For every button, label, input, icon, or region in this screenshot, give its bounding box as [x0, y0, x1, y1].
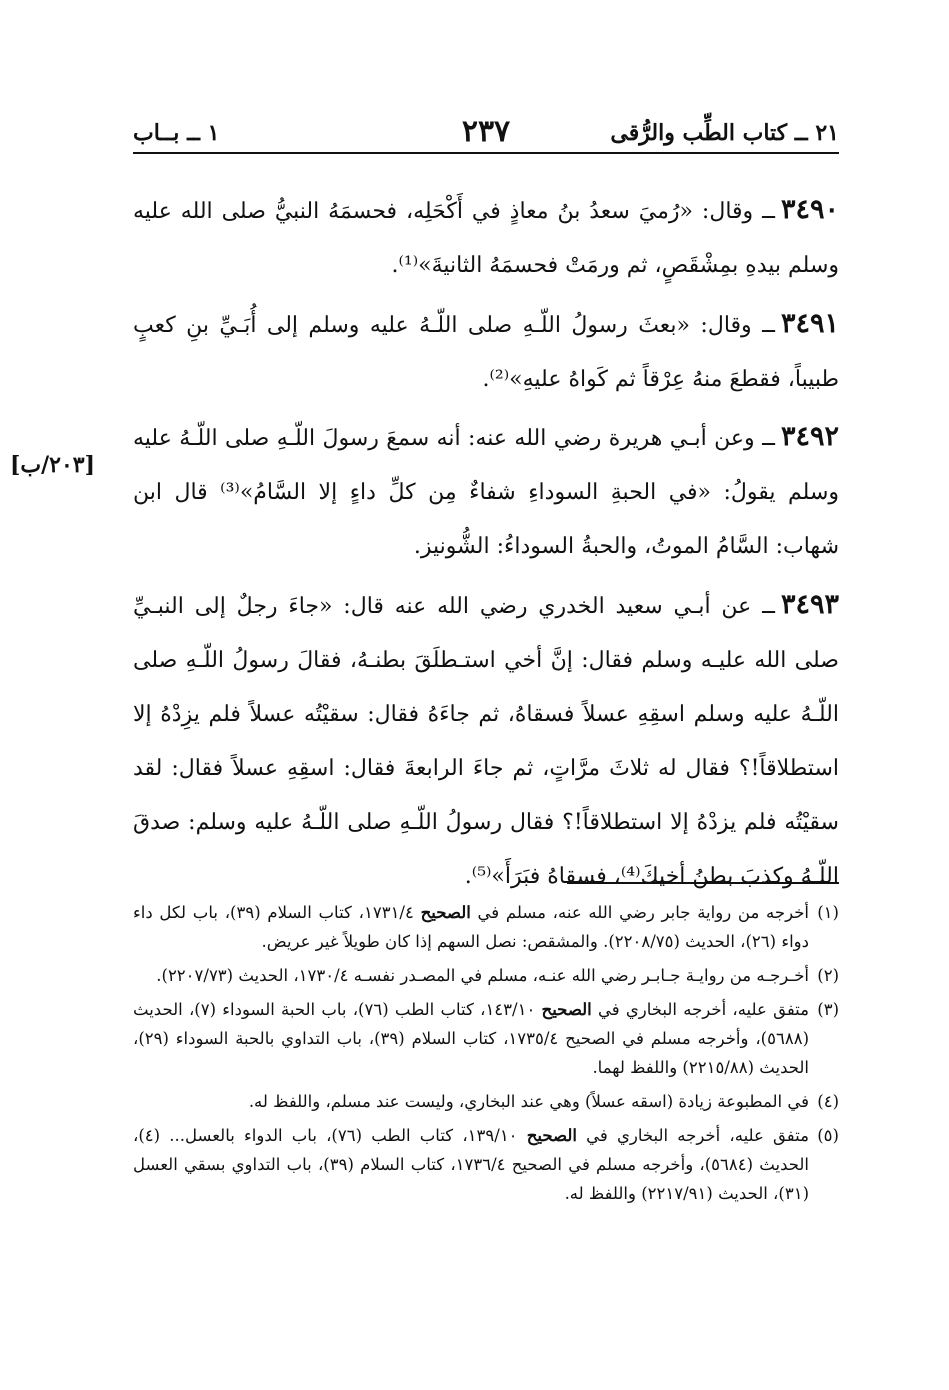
- hadith-number: ٣٤٩٣: [780, 589, 839, 620]
- manuscript-folio-ref: [٢٠٣/ب]: [10, 452, 96, 478]
- hadith-entry: [133, 578, 839, 904]
- footnote-number: (٥): [817, 1126, 839, 1145]
- footnote: (١)أخرجه من رواية جابر رضي الله عنه، مسلم في الصحيح ١٧٣١/٤، كتاب السلام (٣٩)، باب لكل داء دواء (٢٦)، الحديث (٢٢٠٨/٧٥). والمشقص: نصل السهم إذا كان طويلاً غير عريض.: [133, 898, 839, 956]
- hadith-text: ــ وقال: «بعثَ رسولُ اللّـهِ صلى اللّـهُ عليه وسلم إلى أُبَـيِّ بنِ كعبٍ طبيباً، فقطعَ منهُ عِرْقاً ثم كَواهُ عليهِ»⁽²⁾.: [133, 313, 839, 392]
- hadith-text: ــ وقال: «رُميَ سعدُ بنُ معاذٍ في أَكْحَلِه، فحسمَهُ النبيُّ صلى الله عليه وسلم بيدهِ بمِشْقَصٍ، ثم ورمَتْ فحسمَهُ الثانيةَ»⁽¹⁾.: [133, 199, 839, 278]
- footnote: (٤)في المطبوعة زيادة (اسقه عسلاً) وهي عند البخاري، وليست عند مسلم، واللفظ له.: [133, 1087, 839, 1116]
- hadith-number: ٣٤٩٢: [780, 421, 839, 452]
- page-number: ٢٣٧: [461, 114, 511, 149]
- chapter-title: ١ ــ بــاب: [133, 120, 220, 146]
- footnote-number: (١): [817, 903, 839, 922]
- footnote-number: (٢): [817, 966, 839, 985]
- hadith-entry: [133, 183, 839, 293]
- running-header: [133, 112, 839, 154]
- footnote-divider: [567, 882, 839, 884]
- footnote-number: (٣): [817, 1000, 839, 1019]
- hadith-entry: [133, 297, 839, 407]
- hadith-number: ٣٤٩٠: [780, 194, 839, 225]
- hadith-text: ــ وعن أبـي هريرة رضي الله عنه: أنه سمعَ رسولَ اللّـهِ صلى اللّـهُ عليه وسلم يقولُ: «في الحبةِ السوداءِ شفاءٌ مِن كلِّ داءٍ إلا السَّامُ»⁽³⁾ قال ابن شهاب: السَّامُ الموتُ، والحبةُ السوداءُ: الشُّونيز.: [133, 426, 840, 559]
- footnote-number: (٤): [817, 1092, 839, 1111]
- hadith-number: ٣٤٩١: [780, 308, 839, 339]
- hadith-text: ــ عن أبـي سعيد الخدري رضي الله عنه قال: «جاءَ رجلٌ إلى النبـيِّ صلى الله عليـه وسلم فقال: إنَّ أخي استـطلَقَ بطنـهُ، فقالَ رسولُ اللّـهِ صلى اللّـهُ عليه وسلم اسقِهِ عسلاً فسقاهُ، ثم جاءَهُ فقال: سقيْتُه عسلاً فلم يزِدْهُ إلا استطلاقاً!؟ فقال له ثلاثَ مرَّاتٍ، ثم جاءَ الرابعةَ فقال: اسقِهِ عسلاً فقال: لقد سقيْتُه فلم يزدْهُ إلا استطلاقاً!؟ فقال رسولُ اللّـهِ صلى اللّـهُ عليه وسلم: صدقَ اللّـهُ وكذبَ بطنُ أخيكَ⁽⁴⁾، فسقاهُ فبَرَأَ»⁽⁵⁾.: [133, 594, 839, 889]
- book-title: ٢١ ــ كتاب الطِّب والرُّقى: [610, 120, 839, 146]
- footnotes: [133, 898, 839, 1213]
- footnote: (٢)أخـرجـه من روايـة جـابـر رضي الله عنـه، مسلم في المصـدر نفسـه ١٧٣٠/٤، الحديث (٢٢٠٧/٧٣).: [133, 961, 839, 990]
- hadith-entry: [133, 410, 839, 574]
- footnote: (٥)متفق عليه، أخرجه البخاري في الصحيح ١٣٩/١٠، كتاب الطب (٧٦)، باب الدواء بالعسل... (٤)، الحديث (٥٦٨٤)، وأخرجه مسلم في الصحيح ١٧٣٦/٤، كتاب السلام (٣٩)، باب التداوي بسقي العسل (٣١)، الحديث (٢٢١٧/٩١) واللفظ له.: [133, 1121, 839, 1208]
- footnote: (٣)متفق عليه، أخرجه البخاري في الصحيح ١٤٣/١٠، كتاب الطب (٧٦)، باب الحبة السوداء (٧)، الحديث (٥٦٨٨)، وأخرجه مسلم في الصحيح ١٧٣٥/٤، كتاب السلام (٣٩)، باب التداوي بالحبة السوداء (٢٩)، الحديث (٢٢١٥/٨٨) واللفظ لهما.: [133, 995, 839, 1082]
